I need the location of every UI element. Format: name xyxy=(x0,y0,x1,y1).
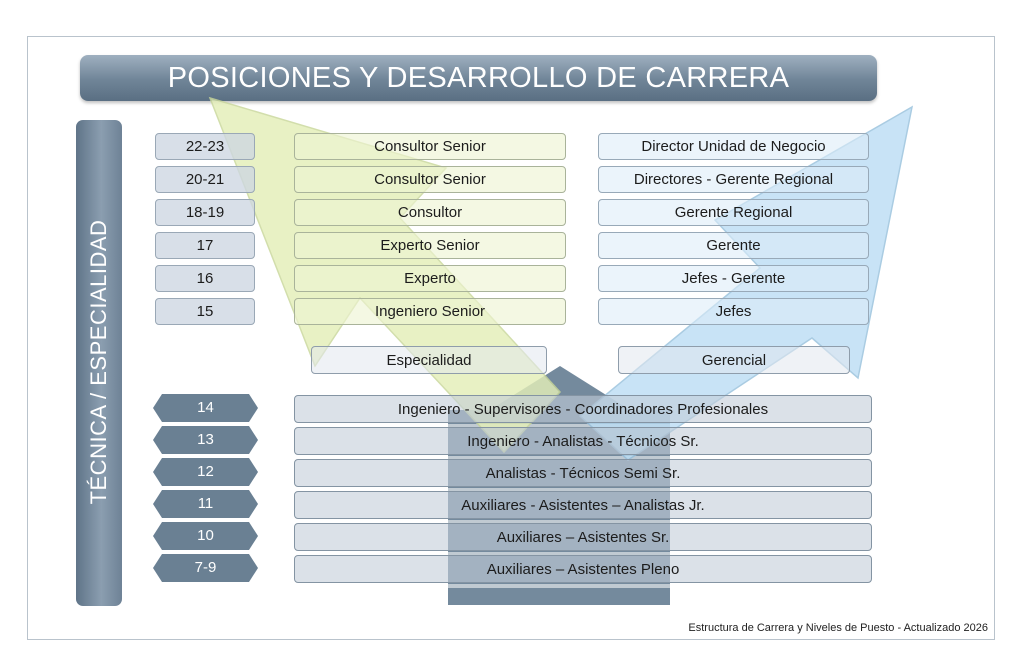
page-title: POSICIONES Y DESARROLLO DE CARRERA xyxy=(167,62,790,94)
lower-position-row: Ingeniero - Analistas - Técnicos Sr. xyxy=(294,427,872,455)
level-chevron xyxy=(153,554,258,582)
lower-position-row: Ingeniero - Supervisores - Coordinadores Profesionales xyxy=(294,395,872,423)
management-position: Director Unidad de Negocio xyxy=(598,133,869,160)
level-chevron xyxy=(153,394,258,422)
level-badge: 22-23 xyxy=(155,133,255,160)
technical-position: Consultor Senior xyxy=(294,133,566,160)
level-chevron-label: 12 xyxy=(197,463,214,480)
technical-branch-label: Especialidad xyxy=(311,346,547,374)
level-chevron-label: 13 xyxy=(197,431,214,448)
level-badge: 15 xyxy=(155,298,255,325)
lower-position-row: Auxiliares – Asistentes Pleno xyxy=(294,555,872,583)
level-badge: 18-19 xyxy=(155,199,255,226)
technical-position: Consultor xyxy=(294,199,566,226)
level-chevron xyxy=(153,522,258,550)
level-badge: 17 xyxy=(155,232,255,259)
management-position: Jefes - Gerente xyxy=(598,265,869,292)
management-branch-label: Gerencial xyxy=(618,346,850,374)
management-position: Jefes xyxy=(598,298,869,325)
level-chevron xyxy=(153,426,258,454)
level-badge: 20-21 xyxy=(155,166,255,193)
level-chevron-label: 10 xyxy=(197,527,214,544)
level-badge: 16 xyxy=(155,265,255,292)
level-chevron xyxy=(153,458,258,486)
lower-position-row: Analistas - Técnicos Semi Sr. xyxy=(294,459,872,487)
technical-position: Experto xyxy=(294,265,566,292)
technical-position: Consultor Senior xyxy=(294,166,566,193)
lower-position-row: Auxiliares – Asistentes Sr. xyxy=(294,523,872,551)
level-chevron xyxy=(153,490,258,518)
management-position: Directores - Gerente Regional xyxy=(598,166,869,193)
footer-note: Estructura de Carrera y Niveles de Puesto - Actualizado 2026 xyxy=(688,622,988,634)
technical-position: Ingeniero Senior xyxy=(294,298,566,325)
lower-position-row: Auxiliares - Asistentes – Analistas Jr. xyxy=(294,491,872,519)
management-position: Gerente xyxy=(598,232,869,259)
level-chevron-label: 7-9 xyxy=(194,559,217,576)
level-chevron-label: 14 xyxy=(197,399,214,416)
technical-position: Experto Senior xyxy=(294,232,566,259)
level-chevron-label: 11 xyxy=(197,495,214,512)
management-position: Gerente Regional xyxy=(598,199,869,226)
side-label: TÉCNICA / ESPECIALIDAD xyxy=(86,219,111,505)
